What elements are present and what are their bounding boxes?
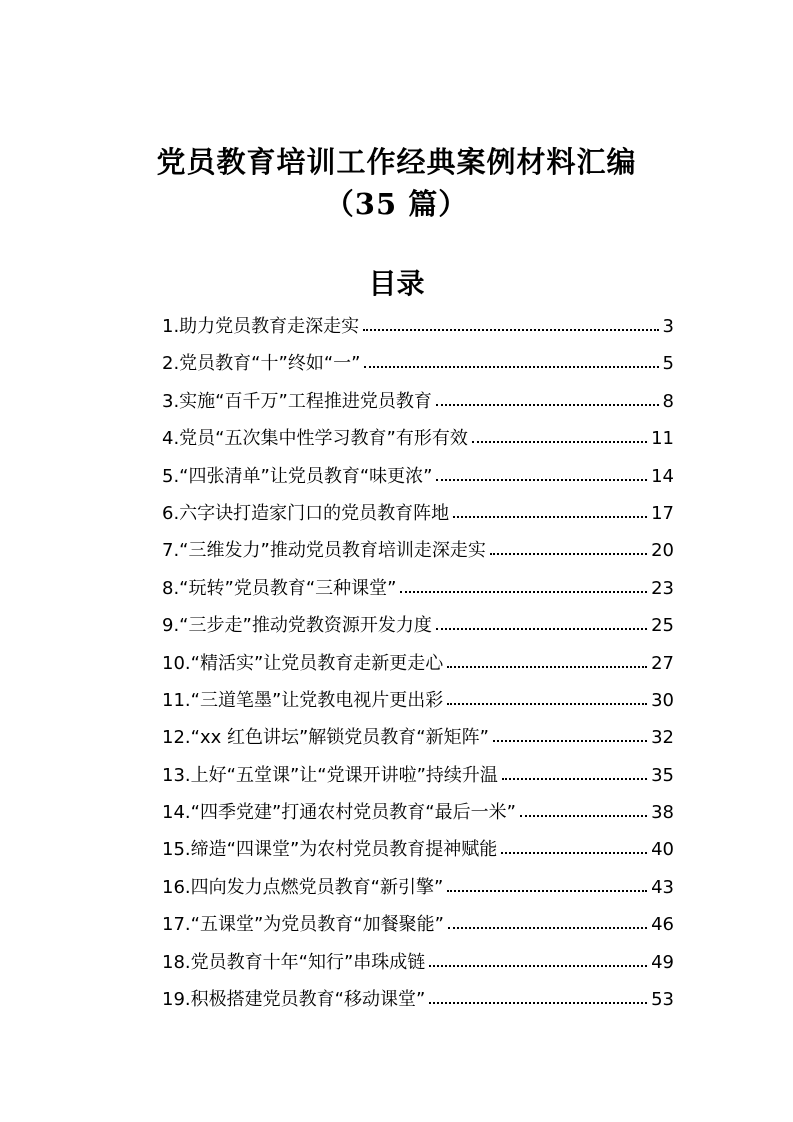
toc-page-number: 40 [651,839,674,861]
toc-entry[interactable] [162,308,674,345]
toc-entry[interactable] [162,420,674,457]
toc-entry-title: 12.“xx 红色讲坛”解锁党员教育“新矩阵” [162,727,489,749]
toc-entry-title: 15.缔造“四课堂”为农村党员教育提神赋能 [162,839,498,861]
toc-dot-leader [448,926,647,929]
toc-dot-leader [490,552,647,555]
toc-entry-title: 2.党员教育“十”终如“一” [162,353,361,375]
toc-entry[interactable] [162,831,674,868]
toc-page-number: 46 [651,914,674,936]
toc-entry[interactable] [162,383,674,420]
toc-entry[interactable] [162,645,674,682]
toc-dot-leader [436,478,647,481]
toc-entry-title: 19.积极搭建党员教育“移动课堂” [162,989,426,1011]
toc-page-number: 30 [651,689,674,711]
toc-entry[interactable] [162,345,674,382]
toc-page-number: 3 [662,316,674,337]
toc-page-number: 11 [651,428,674,450]
toc-entry[interactable] [162,719,674,756]
toc-entry[interactable] [162,532,674,569]
toc-page-number: 32 [651,727,674,749]
toc-entry-title: 6.六字诀打造家门口的党员教育阵地 [162,502,450,524]
toc-entry[interactable] [162,944,674,981]
toc-entry-title: 10.“精活实”让党员教育走新更走心 [162,652,444,674]
toc-entry-title: 16.四向发力点燃党员教育“新引擎” [162,876,444,898]
toc-entry[interactable] [162,906,674,943]
toc-page-number: 5 [662,353,674,375]
toc-entry-title: 1.助力党员教育走深走实 [162,316,360,337]
table-of-contents [162,308,674,1018]
toc-heading: 目录 [368,267,425,300]
toc-dot-leader [364,365,658,368]
toc-page-number: 14 [651,465,674,487]
toc-entry-title: 14.“四季党建”打通农村党员教育“最后一米” [162,802,516,824]
document-title: 党员教育培训工作经典案例材料汇编 [156,145,637,179]
toc-entry[interactable] [162,682,674,719]
toc-entry[interactable] [162,570,674,607]
toc-entry-title: 17.“五课堂”为党员教育“加餐聚能” [162,914,444,936]
toc-dot-leader [436,627,647,630]
toc-page-number: 27 [651,652,674,674]
toc-entry-title: 11.“三道笔墨”让党教电视片更出彩 [162,689,444,711]
toc-dot-leader [502,777,647,780]
toc-dot-leader [429,1001,647,1004]
toc-entry[interactable] [162,495,674,532]
toc-page-number: 8 [662,390,674,412]
toc-page-number: 43 [651,876,674,898]
toc-entry[interactable] [162,794,674,831]
toc-page-number: 53 [651,989,674,1011]
toc-dot-leader [447,889,647,892]
toc-page-number: 17 [651,502,674,524]
toc-dot-leader [447,665,647,668]
toc-entry-title: 3.实施“百千万”工程推进党员教育 [162,390,432,412]
toc-dot-leader [453,515,647,518]
toc-page-number: 38 [651,802,674,824]
toc-dot-leader [429,964,647,967]
toc-dot-leader [436,403,659,406]
toc-dot-leader [447,702,647,705]
toc-page-number: 35 [651,764,674,786]
toc-dot-leader [520,814,647,817]
toc-entry[interactable] [162,757,674,794]
toc-entry[interactable] [162,458,674,495]
toc-page-number: 49 [651,951,674,973]
toc-entry[interactable] [162,981,674,1018]
toc-entry-title: 5.“四张清单”让党员教育“味更浓” [162,465,433,487]
toc-page-number: 25 [651,615,674,637]
toc-entry-title: 18.党员教育十年“知行”串珠成链 [162,951,426,973]
toc-entry-title: 13.上好“五堂课”让“党课开讲啦”持续升温 [162,764,498,786]
toc-page-number: 20 [651,540,674,562]
toc-entry-title: 4.党员“五次集中性学习教育”有形有效 [162,428,468,450]
toc-dot-leader [472,440,647,443]
toc-dot-leader [493,739,647,742]
toc-entry-title: 9.“三步走”推动党教资源开发力度 [162,615,432,637]
toc-dot-leader [363,328,658,331]
toc-entry[interactable] [162,607,674,644]
toc-dot-leader [400,590,647,593]
toc-dot-leader [501,851,647,854]
toc-entry-title: 7.“三维发力”推动党员教育培训走深走实 [162,540,486,562]
document-subtitle: （35 篇） [324,187,469,221]
toc-entry[interactable] [162,869,674,906]
toc-page-number: 23 [651,577,674,599]
toc-entry-title: 8.“玩转”党员教育“三种课堂” [162,577,397,599]
